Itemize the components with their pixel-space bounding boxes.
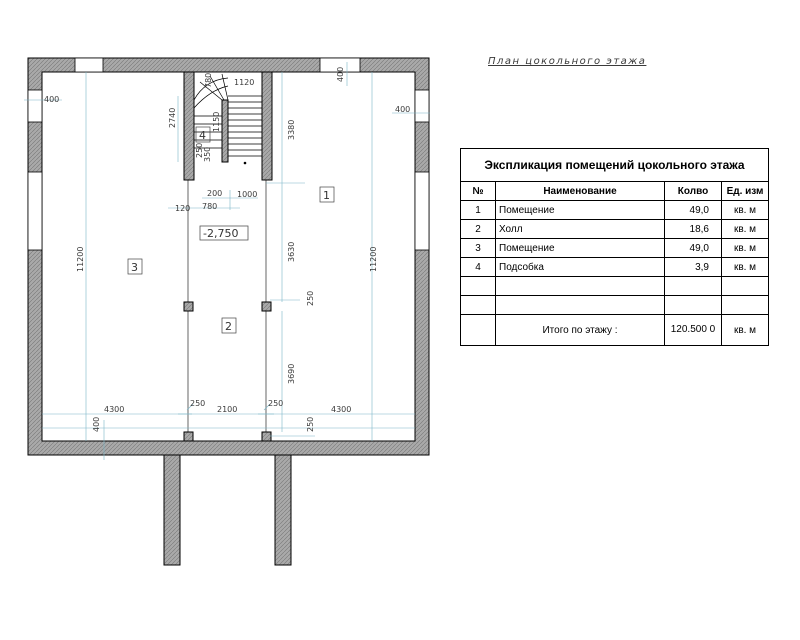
dim-250-small: 250 [195, 142, 204, 158]
dim-250-bottom-b: 250 [268, 399, 284, 408]
dim-4300-left: 4300 [104, 405, 125, 414]
explication-header-row [461, 182, 769, 201]
row-unit: кв. м [722, 201, 769, 220]
dim-4300-right: 4300 [331, 405, 352, 414]
foundation-walls [164, 455, 291, 565]
stair-marker [244, 162, 247, 165]
dim-400-right: 400 [395, 105, 411, 114]
dim-120: 120 [175, 204, 191, 213]
total-blank [461, 315, 496, 346]
explication-title: Экспликация помещений цокольного этажа [461, 149, 769, 182]
dim-400-bottom: 400 [92, 416, 101, 432]
dim-2740: 2740 [168, 107, 177, 128]
dim-1000: 1000 [237, 190, 258, 199]
dim-400-top-right: 400 [336, 66, 345, 82]
dim-780: 780 [202, 202, 218, 211]
dim-3690: 3690 [287, 363, 296, 384]
dim-250-mid: 250 [306, 290, 315, 306]
table-row [461, 220, 769, 239]
row-number [461, 277, 496, 296]
row-name [496, 296, 665, 315]
row-qty: 18,6 [665, 220, 722, 239]
row-qty: 3,9 [665, 258, 722, 277]
explication-table [460, 148, 769, 346]
dim-200: 200 [207, 189, 223, 198]
dim-250-bottom-right: 250 [306, 416, 315, 432]
room-tag-3: 3 [131, 261, 138, 274]
row-unit [722, 277, 769, 296]
row-number: 3 [461, 239, 496, 258]
room-tag-2: 2 [225, 320, 232, 333]
row-qty: 49,0 [665, 239, 722, 258]
partition-lines [188, 180, 266, 432]
header-number: № [461, 182, 496, 201]
dim-11200-right: 11200 [369, 246, 378, 272]
table-row [461, 201, 769, 220]
row-unit: кв. м [722, 258, 769, 277]
row-name: Подсобка [496, 258, 665, 277]
dim-3380: 3380 [287, 119, 296, 140]
dim-1150: 1150 [212, 111, 221, 132]
table-row [461, 258, 769, 277]
dim-250-bottom-a: 250 [190, 399, 206, 408]
total-unit: кв. м [722, 315, 769, 346]
room-tag-4: 4 [199, 129, 206, 142]
row-number: 1 [461, 201, 496, 220]
dim-400-left: 400 [44, 95, 60, 104]
row-unit [722, 296, 769, 315]
row-number: 4 [461, 258, 496, 277]
row-number [461, 296, 496, 315]
row-unit: кв. м [722, 239, 769, 258]
row-name: Помещение [496, 201, 665, 220]
dim-1120: 1120 [234, 78, 255, 87]
row-qty [665, 296, 722, 315]
row-unit: кв. м [722, 220, 769, 239]
dim-350: 350 [203, 146, 212, 162]
row-number: 2 [461, 220, 496, 239]
level-mark-value: -2,750 [203, 227, 239, 240]
table-row [461, 296, 769, 315]
level-mark [200, 226, 248, 240]
row-name [496, 277, 665, 296]
header-name: Наименование [496, 182, 665, 201]
table-row [461, 277, 769, 296]
room-tag-1: 1 [323, 189, 330, 202]
header-unit: Ед. изм [722, 182, 769, 201]
row-name: Помещение [496, 239, 665, 258]
row-qty [665, 277, 722, 296]
header-qty: Колво [665, 182, 722, 201]
dim-11200-left: 11200 [76, 246, 85, 272]
plan-title: План цокольного этажа [488, 56, 647, 67]
total-qty: 120.500 0 [665, 315, 722, 346]
total-row [461, 315, 769, 346]
row-name: Холл [496, 220, 665, 239]
dim-2100: 2100 [217, 405, 238, 414]
total-label: Итого по этажу : [496, 315, 665, 346]
row-qty: 49,0 [665, 201, 722, 220]
table-row [461, 239, 769, 258]
dim-780-top: 780 [204, 72, 213, 88]
dim-3630: 3630 [287, 241, 296, 262]
